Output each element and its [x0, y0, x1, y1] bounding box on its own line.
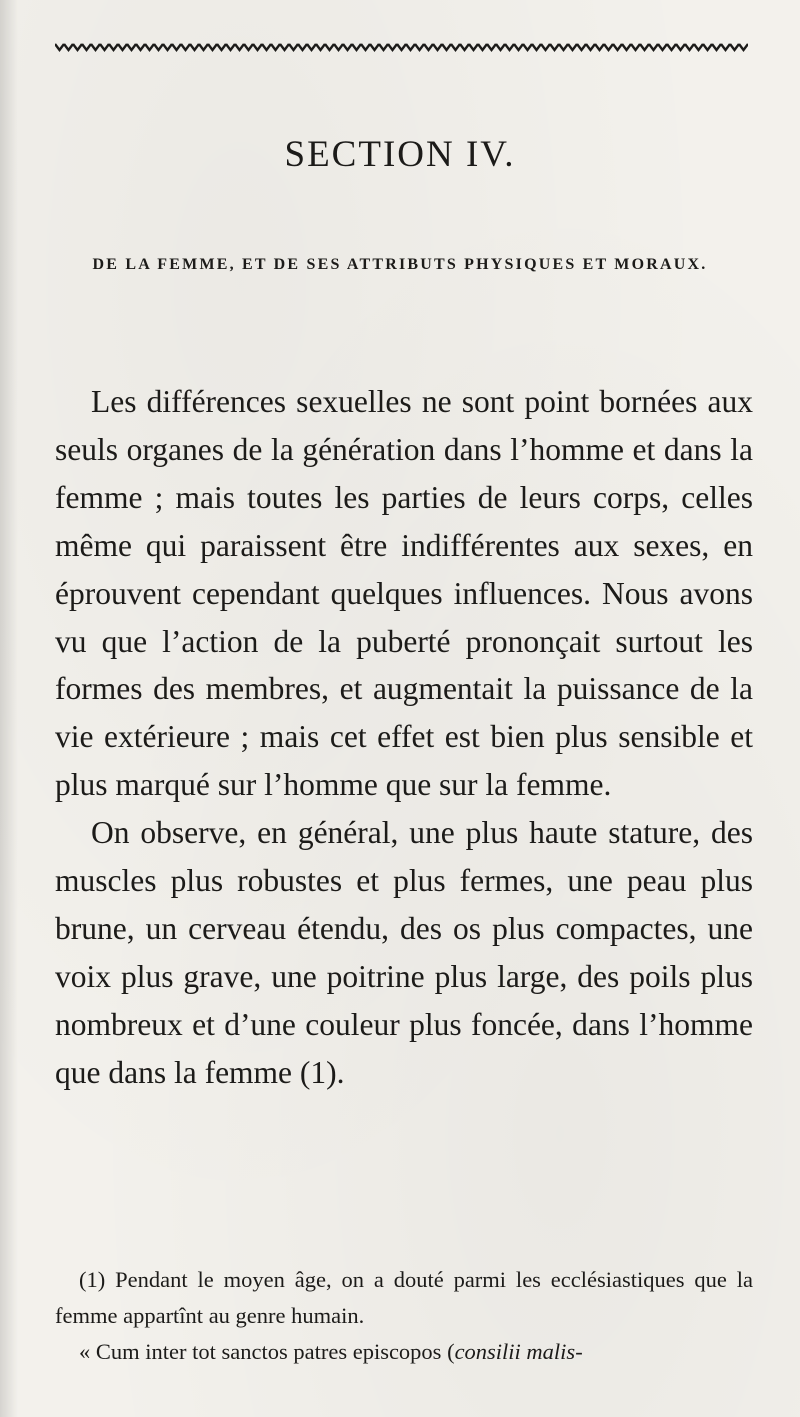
main-text: [55, 378, 753, 1097]
decorative-rule: [55, 40, 748, 54]
section-title: SECTION IV.: [284, 134, 516, 175]
footnote-line: (1) Pendant le moyen âge, on a douté parmi les ecclésiastiques que la femme appartînt au genre humain.: [55, 1267, 753, 1328]
section-subtitle: DE LA FEMME, ET DE SES ATTRIBUTS PHYSIQUES ET MORAUX.: [92, 256, 708, 273]
footnote: [55, 1262, 753, 1370]
paragraph: On observe, en général, une plus haute stature, des muscles plus robustes et plus fermes, une peau plus brune, un cerveau étendu, des os plus compactes, une voix plus grave, une poitrine plus large, des poils plus nombreux et d’une couleur plus foncée, dans l’homme que dans la femme (1).: [55, 815, 753, 1090]
footnote-latin-quote: « Cum inter tot sanctos patres episcopos (: [79, 1339, 455, 1364]
page-spine-shadow: [0, 0, 18, 1417]
footnote-line-2: [55, 1334, 753, 1370]
footnote-latin-italic: consilii malis-: [454, 1339, 583, 1364]
paragraph: Les différences sexuelles ne sont point bornées aux seuls organes de la génération dans l’homme et dans la femme ; mais toutes les parties de leurs corps, celles même qui paraissent être indifférentes aux sexes, en éprouvent cependant quelques influences. Nous avons vu que l’action de la puberté prononçait surtout les formes des membres, et augmentait la puissance de la vie extérieure ; mais cet effet est bien plus sensible et plus marqué sur l’homme que sur la femme.: [55, 384, 753, 803]
